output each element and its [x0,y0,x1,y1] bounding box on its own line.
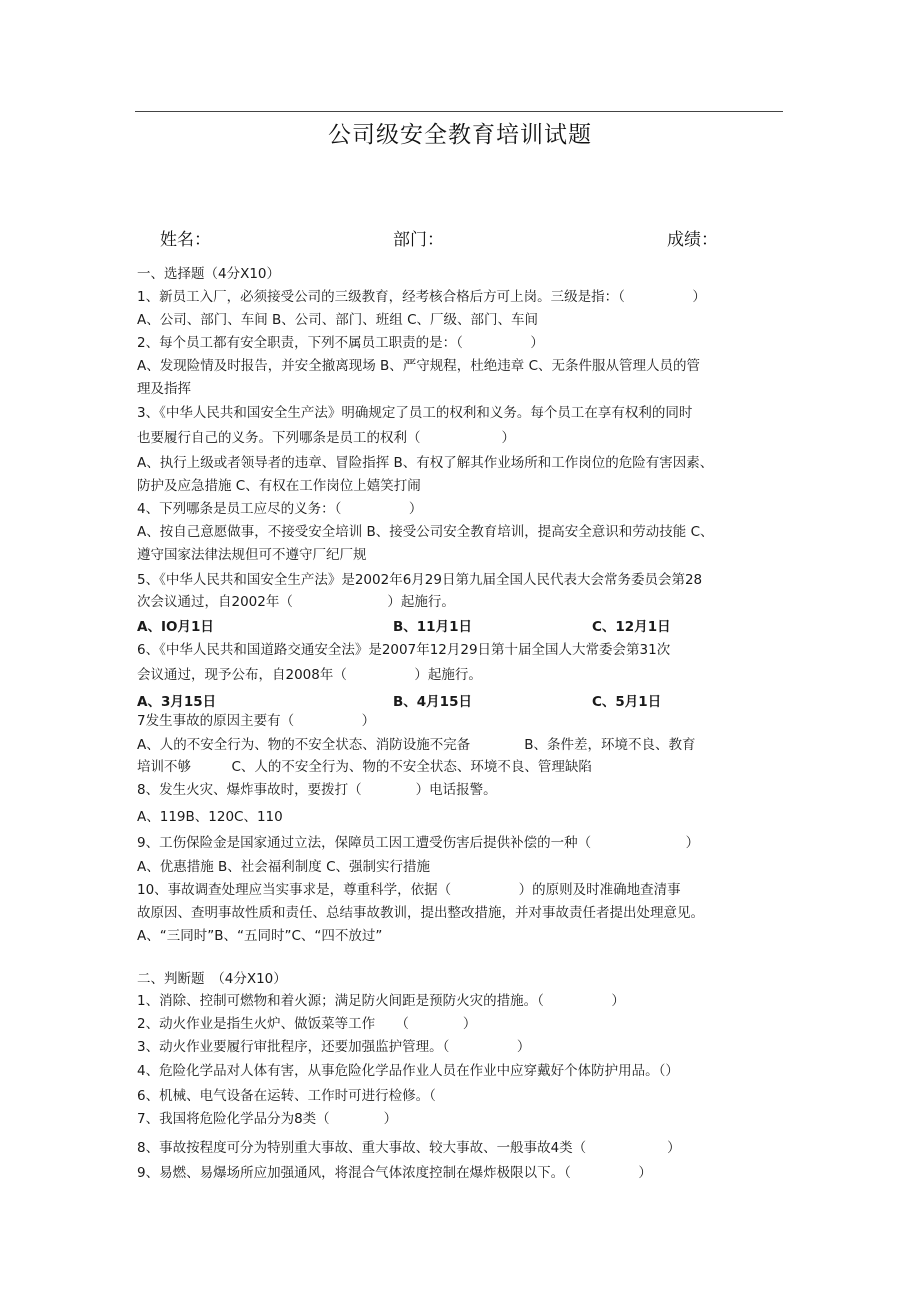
s1-line: A、人的不安全行为、物的不安全状态、消防设施不完备 B、条件差，环境不良、教育 [137,737,696,753]
s1-line: 3、《中华人民共和国安全生产法》明确规定了员工的权利和义务。每个员工在享有权利的同时 [137,405,693,421]
s1-line: A、发现险情及时报告，并安全撤离现场 B、严守规程，杜绝违章 C、无条件服从管理人员的管 [137,358,701,374]
q5-option-b: B、11月1日 [393,619,472,635]
q5-option-c: C、12月1日 [592,619,671,635]
s1-line: 培训不够 C、人的不安全行为、物的不安全状态、环境不良、管理缺陷 [137,759,592,775]
s1-line: 次会议通过，自2002年（ ）起施行。 [137,594,455,610]
section1-heading: 一、选择题（4分X10） [137,266,281,282]
s2-line: 4、危险化学品对人体有害，从事危险化学品作业人员在作业中应穿戴好个体防护用品。（） [137,1063,679,1079]
s1-line: A、按自己意愿做事，不接受安全培训 B、接受公司安全教育培训，提高安全意识和劳动技能 C、 [137,524,714,540]
s1-line: 7发生事故的原因主要有（ ） [137,713,376,729]
dept-field-label: 部门： [393,230,444,250]
s1-line: A、优惠措施 B、社会福利制度 C、强制实行措施 [137,859,431,875]
header-rule [135,111,783,112]
s2-line: 2、动火作业是指生火炉、做饭菜等工作 （ ） [137,1016,477,1032]
q6-option-a: A、3月15日 [137,694,217,710]
score-field-label: 成绩： [667,230,718,250]
s1-line: 9、工伤保险金是国家通过立法，保障员工因工遭受伤害后提供补偿的一种（ ） [137,835,700,851]
s1-line: 故原因、查明事故性质和责任、总结事故教训，提出整改措施，并对事故责任者提出处理意见。 [137,905,704,921]
s2-line: 1、消除、控制可燃物和着火源；满足防火间距是预防火灾的措施。（ ） [137,993,625,1009]
s1-line: A、执行上级或者领导者的违章、冒险指挥 B、有权了解其作业场所和工作岗位的危险有害因素、 [137,455,714,471]
s1-line: 10、事故调查处理应当实事求是，尊重科学，依据（ ）的原则及时准确地查清事 [137,882,681,898]
s2-line: 6、机械、电气设备在运转、工作时可进行检修。（ [137,1088,436,1104]
s1-line: 防护及应急措施 C、有权在工作岗位上嬉笑打闹 [137,478,421,494]
s2-line: 8、事故按程度可分为特别重大事故、重大事故、较大事故、一般事故4类（ ） [137,1140,681,1156]
s1-line: 2、每个员工都有安全职责，下列不属员工职责的是：（ ） [137,335,544,351]
s1-line: A、公司、部门、车间 B、公司、部门、班组 C、厂级、部门、车间 [137,312,539,328]
s1-line: 理及指挥 [137,381,191,397]
q6-option-c: C、5月1日 [592,694,662,710]
name-field-label: 姓名： [160,230,211,250]
s1-line: A、119B、120C、110 [137,809,283,825]
q6-option-b: B、4月15日 [393,694,472,710]
section2-heading: 二、判断题 （4分X10） [137,971,287,987]
s2-line: 7、我国将危险化学品分为8类（ ） [137,1111,398,1127]
s1-line: 遵守国家法律法规但可不遵守厂纪厂规 [137,547,367,563]
s2-line: 3、动火作业要履行审批程序，还要加强监护管理。（ ） [137,1039,531,1055]
s1-line: 4、下列哪条是员工应尽的义务：（ ） [137,501,423,517]
page-title: 公司级安全教育培训试题 [328,122,592,148]
s1-q6-line: 6、《中华人民共和国道路交通安全法》是2007年12月29日第十届全国人大常委会第31次 [137,642,671,658]
s1-line: 8、发生火灾、爆炸事故时，要拨打（ ）电话报警。 [137,782,497,798]
s1-line: A、“三同时”B、“五同时”C、“四不放过” [137,928,383,944]
s1-line: 也要履行自己的义务。下列哪条是员工的权利（ ） [137,430,515,446]
s1-line: 1、新员工入厂，必须接受公司的三级教育，经考核合格后方可上岗。三级是指：（ ） [137,289,706,305]
s2-line: 9、易燃、易爆场所应加强通风，将混合气体浓度控制在爆炸极限以下。（ ） [137,1165,652,1181]
s1-line: 5、《中华人民共和国安全生产法》是2002年6月29日第九届全国人民代表大会常务委员会第28 [137,572,703,588]
q5-option-a: A、IO月1日 [137,619,214,635]
s1-q6-line: 会议通过，现予公布，自2008年（ ）起施行。 [137,667,482,683]
